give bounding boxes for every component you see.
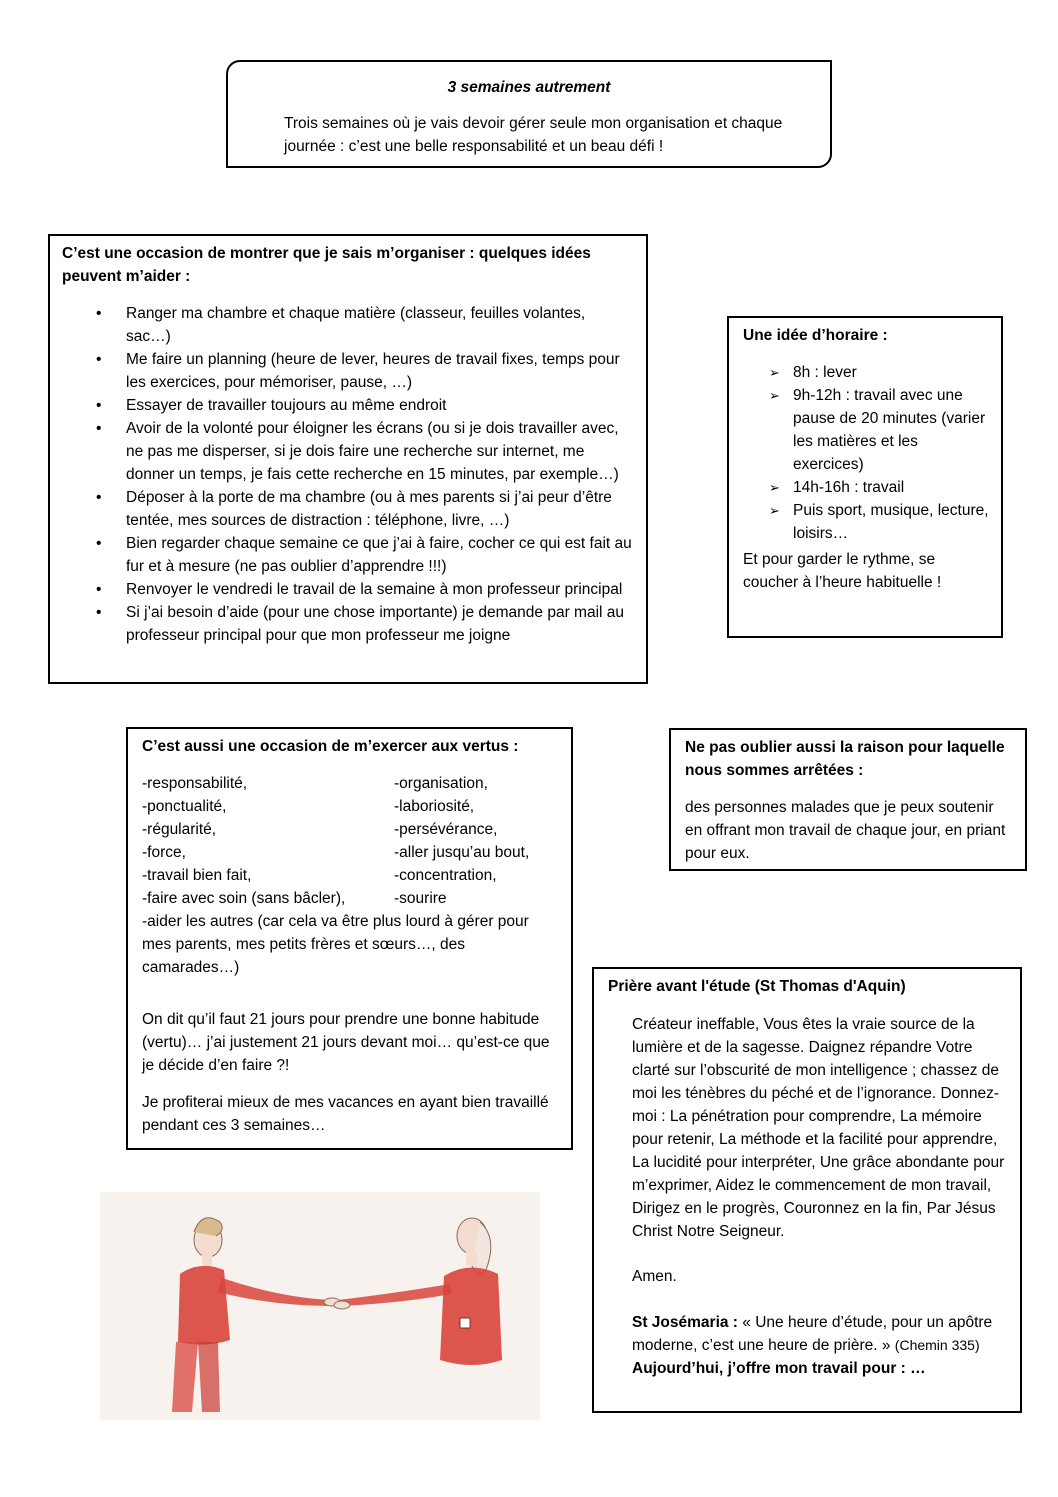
arrow-bullet-icon: ➢ [769, 365, 780, 380]
vertu-item: -sourire [394, 890, 447, 907]
vertus-right-column [394, 772, 564, 910]
vertu-item: -organisation, [394, 775, 488, 792]
bullet-icon: • [96, 305, 102, 322]
two-women-illustration [100, 1192, 540, 1420]
vertus-vacances-paragraph: Je profiterai mieux de mes vacances en ayant bien travaillé pendant ces 3 semaines… [142, 1094, 549, 1134]
organisation-list [50, 302, 634, 647]
list-item [769, 361, 991, 384]
horaire-title: Une idée d’horaire : [743, 327, 888, 344]
priere-title: Prière avant l'étude (St Thomas d'Aquin) [608, 978, 906, 995]
vertu-item: -persévérance, [394, 821, 498, 838]
raison-box [669, 728, 1027, 871]
bullet-icon: • [96, 535, 102, 552]
horaire-box [727, 316, 1003, 638]
horaire-footer: Et pour garder le rythme, se coucher à l’heure habituelle ! [743, 551, 942, 591]
list-item [96, 394, 634, 417]
organisation-title: C’est une occasion de montrer que je sais m’organiser : quelques idées peuvent m’aider : [62, 245, 591, 285]
list-item [96, 486, 634, 532]
list-item [96, 532, 634, 578]
header-box [226, 60, 832, 168]
list-item [769, 384, 991, 476]
priere-amen: Amen. [632, 1268, 677, 1285]
list-item [96, 348, 634, 394]
bullet-icon: • [96, 489, 102, 506]
list-item-text: Essayer de travailler toujours au même endroit [126, 397, 447, 414]
bullet-icon: • [96, 397, 102, 414]
vertu-item: -force, [142, 844, 186, 861]
list-item-text: Me faire un planning (heure de lever, heures de travail fixes, temps pour les exercices, pour mémoriser, pause, …) [126, 351, 620, 391]
josemaria-label: St Josémaria : [632, 1314, 738, 1331]
vertu-item: -régularité, [142, 821, 217, 838]
vertu-item: -responsabilité, [142, 775, 248, 792]
list-item [96, 417, 634, 486]
list-item [96, 302, 634, 348]
josemaria-quote [632, 1311, 1010, 1357]
list-item-text: 9h-12h : travail avec une pause de 20 minutes (varier les matières et les exercices) [793, 387, 986, 473]
vertu-item: -laboriosité, [394, 798, 475, 815]
list-item [96, 601, 634, 647]
vertu-item: -travail bien fait, [142, 867, 252, 884]
list-item-text: Puis sport, musique, lecture, loisirs… [793, 502, 989, 542]
vertus-title: C’est aussi une occasion de m’exercer aux vertus : [142, 738, 519, 755]
list-item [769, 476, 991, 499]
organisation-box [48, 234, 648, 684]
horaire-list [729, 361, 991, 545]
list-item-text: Si j’ai besoin d’aide (pour une chose importante) je demande par mail au professeur principal pour que mon professeur me joigne [126, 604, 625, 644]
raison-text: des personnes malades que je peux soutenir en offrant mon travail de chaque jour, en priant pour eux. [685, 799, 1006, 862]
list-item-text: Avoir de la volonté pour éloigner les écrans (ou si je dois travailler avec, ne pas me disperser, si je dois faire une recherche sur internet, me donner un temps, je fais cette recherche en 15 minutes, par exemple…) [126, 420, 619, 483]
vertu-item: -concentration, [394, 867, 497, 884]
arrow-bullet-icon: ➢ [769, 388, 780, 403]
vertu-item: -aller jusqu’au bout, [394, 844, 530, 861]
vertu-item: -ponctualité, [142, 798, 227, 815]
josemaria-quote-text: « Une heure d’étude, pour un apôtre moderne, c’est une heure de prière. » [632, 1314, 993, 1354]
list-item-text: Ranger ma chambre et chaque matière (classeur, feuilles volantes, sac…) [126, 305, 586, 345]
vertus-box [126, 727, 573, 1150]
header-text: Trois semaines où je vais devoir gérer seule mon organisation et chaque journée : c’est une belle responsabilité et un beau défi ! [284, 115, 783, 155]
bullet-icon: • [96, 351, 102, 368]
priere-text: Créateur ineffable, Vous êtes la vraie source de la lumière et de la sagesse. Daignez répandre Votre clarté sur l’obscurité de mon intelligence ; chassez de moi les ténèbres du péché et de l’ignorance. Donnez-moi : La pénétration pour comprendre, La mémoire pour retenir, La méthode et la facilité pour apprendre, La lucidité pour interpréter, Une grâce abondante pour m’exprimer, Aidez le commencement de mon travail, Dirigez en le progrès, Couronnez en la fin, Par Jésus Christ Notre Seigneur. [632, 1016, 1005, 1240]
list-item [769, 499, 991, 545]
list-item-text: 14h-16h : travail [793, 479, 905, 496]
header-title: 3 semaines autrement [447, 79, 611, 96]
vertus-aider-text: -aider les autres (car cela va être plus lourd à gérer pour mes parents, mes petits frères et sœurs…, des camarades…) [142, 913, 529, 976]
list-item-text: Déposer à la porte de ma chambre (ou à mes parents si j’ai peur d’être tentée, mes sources de distraction : téléphone, livre, …) [126, 489, 612, 529]
raison-title: Ne pas oublier aussi la raison pour laquelle nous sommes arrêtées : [685, 739, 1005, 779]
list-item-text: Bien regarder chaque semaine ce que j’ai à faire, cocher ce qui est fait au fur et à mesure (ne pas oublier d’apprendre !!!) [126, 535, 632, 575]
priere-box [592, 967, 1022, 1413]
vertus-left-column [142, 772, 392, 910]
aujourdhui-text: Aujourd’hui, j’offre mon travail pour : … [632, 1360, 926, 1377]
bullet-icon: • [96, 604, 102, 621]
josemaria-reference: (Chemin 335) [894, 1337, 980, 1353]
vertus-habitude-paragraph: On dit qu’il faut 21 jours pour prendre une bonne habitude (vertu)… j’ai justement 21 jours devant moi… qu’est-ce que je décide d’en faire ?! [142, 1011, 550, 1074]
bullet-icon: • [96, 420, 102, 437]
list-item [96, 578, 634, 601]
arrow-bullet-icon: ➢ [769, 503, 780, 518]
arrow-bullet-icon: ➢ [769, 480, 780, 495]
vertu-item: -faire avec soin (sans bâcler), [142, 890, 346, 907]
list-item-text: 8h : lever [793, 364, 857, 381]
list-item-text: Renvoyer le vendredi le travail de la semaine à mon professeur principal [126, 581, 623, 598]
bullet-icon: • [96, 581, 102, 598]
